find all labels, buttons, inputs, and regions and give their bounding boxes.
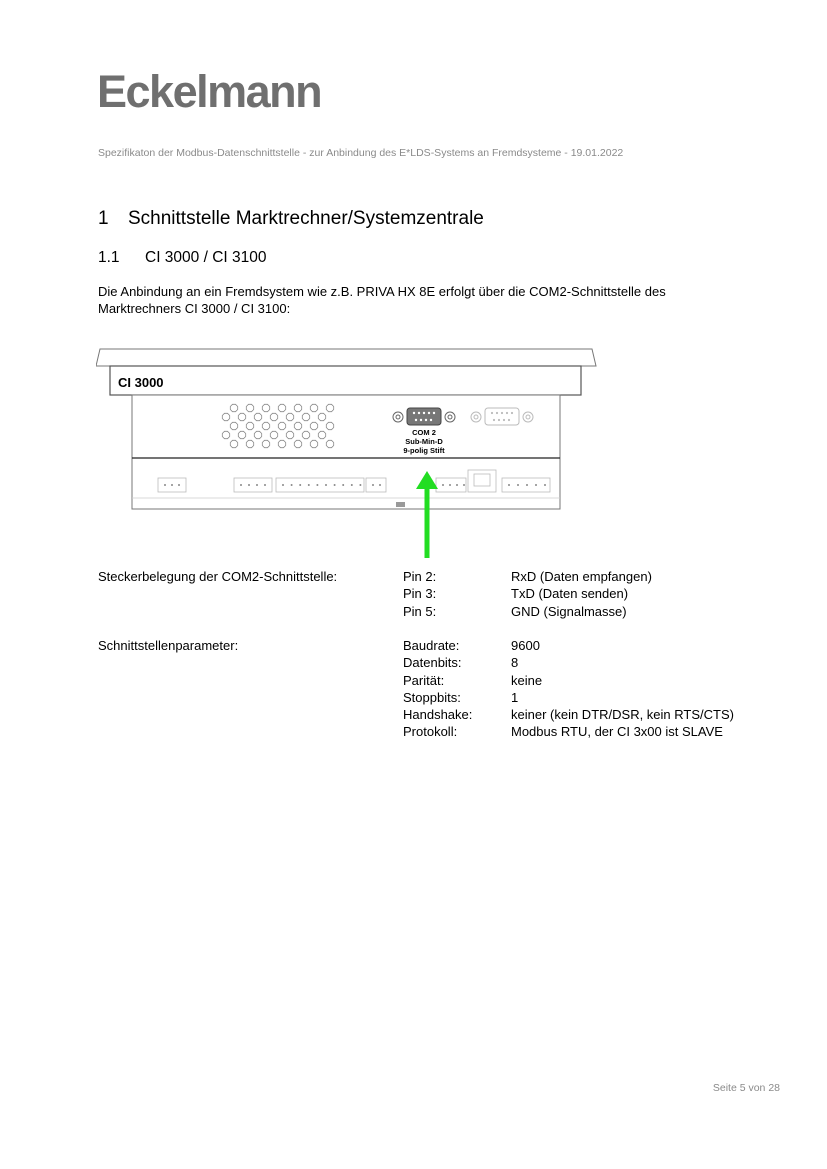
pin-row	[403, 603, 652, 620]
intro-paragraph: Die Anbindung an ein Fremdsystem wie z.B. PRIVA HX 8E erfolgt über die COM2-Schnittstelle des Marktrechners CI 3000 / CI 3100:	[98, 284, 666, 316]
document-subtitle: Spezifikaton der Modbus-Datenschnittstelle - zur Anbindung des E*LDS-Systems an Fremdsysteme - 19.01.2022	[98, 147, 624, 159]
pin-key: Pin 5:	[403, 603, 437, 619]
terminal-pin	[442, 484, 444, 486]
terminal-pin	[282, 484, 284, 486]
switch	[396, 502, 405, 507]
terminal-pin	[342, 484, 344, 486]
terminal-pin	[379, 484, 381, 486]
parameter-value: Modbus RTU, der CI 3x00 ist SLAVE	[511, 724, 723, 740]
com2-label-line3: 9-polig Stift	[403, 446, 445, 455]
terminal-pin	[308, 484, 310, 486]
terminal-pin	[508, 484, 510, 486]
terminal-pin	[456, 484, 458, 486]
device-label-bar	[110, 366, 581, 395]
terminal-pin	[372, 484, 374, 486]
parameter-key: Protokoll:	[403, 724, 458, 740]
pin-value: GND (Signalmasse)	[511, 603, 627, 619]
parameter-value: keiner (kein DTR/DSR, kein RTS/CTS)	[511, 707, 734, 723]
parameter-row	[403, 706, 734, 723]
section-heading	[98, 208, 484, 230]
parameter-key: Datenbits:	[403, 655, 462, 671]
parameter-row	[403, 689, 734, 706]
parameter-key: Baudrate:	[403, 638, 460, 653]
terminal-pin	[463, 484, 465, 486]
parameter-key: Handshake:	[403, 707, 473, 723]
terminal-pin	[291, 484, 293, 486]
pin-row	[403, 568, 652, 585]
terminal-pin	[171, 484, 173, 486]
parameter-row	[403, 672, 734, 689]
subsection-title: CI 3000 / CI 3100	[145, 249, 267, 266]
parameter-row	[403, 723, 734, 740]
subsection-heading	[98, 249, 267, 267]
parameter-row	[403, 637, 734, 654]
terminal-pin	[351, 484, 353, 486]
terminal-pin	[526, 484, 528, 486]
pin-row	[403, 585, 652, 602]
terminal-pin	[240, 484, 242, 486]
parameter-key: Stoppbits:	[403, 689, 461, 705]
terminal-pin	[316, 484, 318, 486]
com2-label-line2: Sub-Min-D	[405, 437, 443, 446]
device-label: CI 3000	[118, 375, 164, 390]
terminal-pin	[248, 484, 250, 486]
parameter-row	[403, 654, 734, 671]
parameter-value: 1	[511, 689, 519, 705]
pin-key: Pin 3:	[403, 586, 437, 602]
terminal-pin	[449, 484, 451, 486]
terminal-pin	[535, 484, 537, 486]
subsection-number: 1.1	[98, 249, 120, 266]
device-diagram	[96, 346, 600, 562]
terminal-pin	[325, 484, 327, 486]
terminal-pin	[299, 484, 301, 486]
terminal-pin	[359, 484, 361, 486]
page-number: Seite 5 von 28	[712, 1082, 780, 1094]
pin-value: TxD (Daten senden)	[511, 586, 629, 602]
terminal-pin	[256, 484, 258, 486]
terminal-pin	[164, 484, 166, 486]
parameter-value: 9600	[511, 638, 540, 653]
terminal-pin	[334, 484, 336, 486]
com2-label-line1: COM 2	[412, 428, 436, 437]
company-logo: Eckelmann	[97, 66, 322, 117]
parameters-label: Schnittstellenparameter:	[98, 638, 239, 653]
pin-value: RxD (Daten empfangen)	[511, 569, 652, 584]
parameter-key: Parität:	[403, 672, 445, 688]
terminal-pin	[517, 484, 519, 486]
section-title: Schnittstelle Marktrechner/Systemzentrale	[128, 208, 484, 229]
section-number: 1	[98, 208, 109, 229]
pin-assignment-label: Steckerbelegung der COM2-Schnittstelle:	[98, 569, 338, 584]
terminal-pin	[178, 484, 180, 486]
terminal-pin	[264, 484, 266, 486]
parameter-value: 8	[511, 655, 519, 671]
pin-key: Pin 2:	[403, 569, 437, 584]
green-arrow	[416, 471, 438, 558]
terminal-pin	[544, 484, 546, 486]
parameter-value: keine	[511, 672, 543, 688]
device-lid	[96, 349, 596, 366]
